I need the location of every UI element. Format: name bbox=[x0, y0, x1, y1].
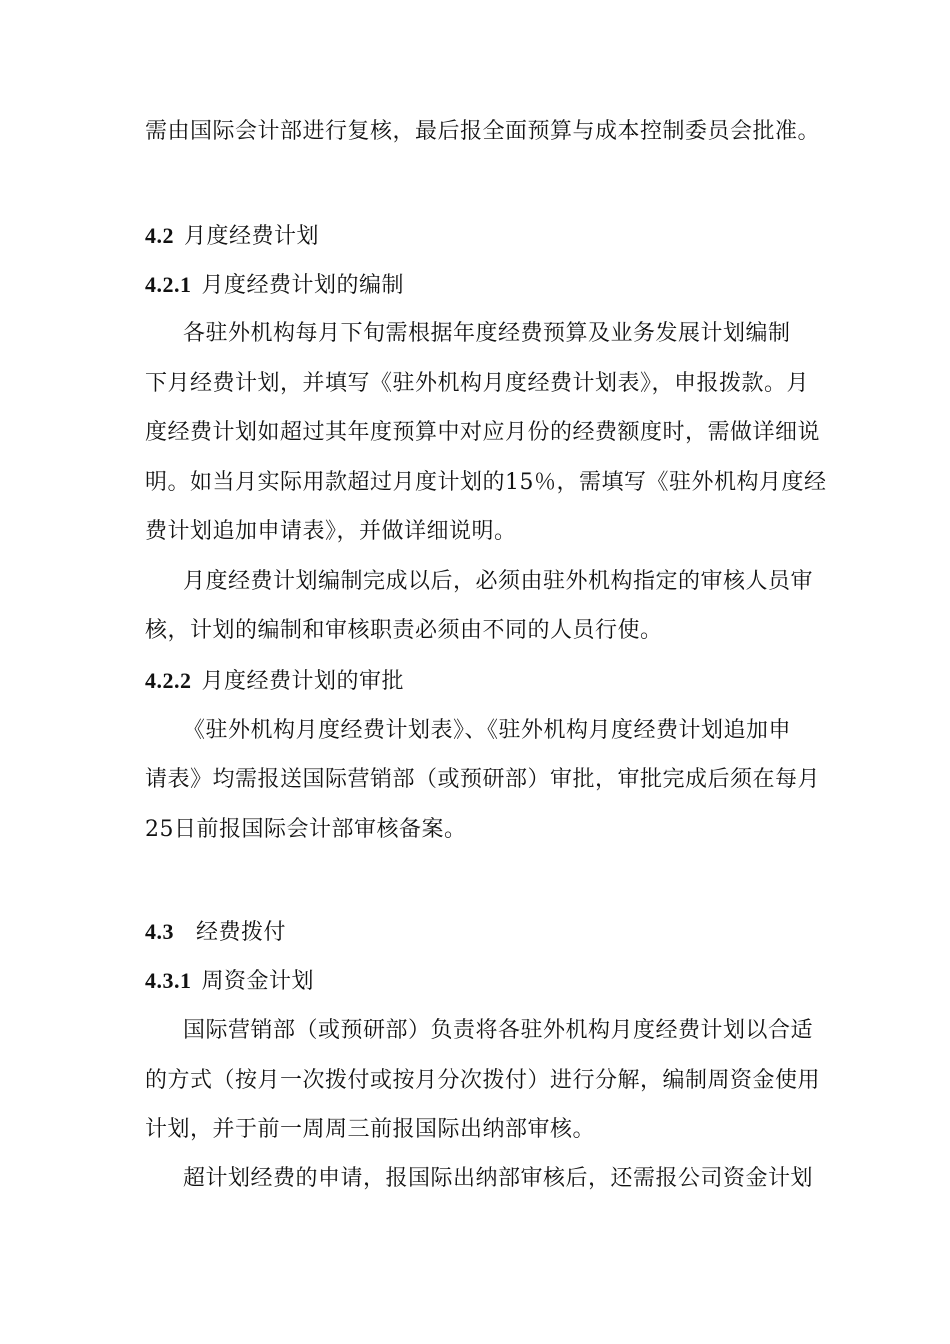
paragraph-line: 下月经费计划，并填写《驻外机构月度经费计划表》，申报拨款。月 bbox=[145, 371, 810, 396]
paragraph-line: 的方式（按月一次拨付或按月分次拨付）进行分解，编制周资金使用 bbox=[145, 1068, 821, 1093]
paragraph-line: 月度经费计划编制完成以后，必须由驻外机构指定的审核人员审 bbox=[183, 569, 814, 594]
paragraph-line: 计划，并于前一周周三前报国际出纳部审核。 bbox=[145, 1117, 596, 1142]
paragraph-line: 《驻外机构月度经费计划表》、《驻外机构月度经费计划追加申 bbox=[183, 718, 792, 743]
section-title: 经费拨付 bbox=[196, 920, 287, 945]
subsection-heading bbox=[145, 270, 404, 301]
paragraph-line: 费计划追加申请表》，并做详细说明。 bbox=[145, 519, 517, 544]
subsection-heading bbox=[145, 666, 404, 697]
paragraph-line: 请表》均需报送国际营销部（或预研部）审批，审批完成后须在每月 bbox=[145, 767, 821, 792]
paragraph-line: 25日前报国际会计部审核备案。 bbox=[145, 817, 467, 842]
subsection-heading bbox=[145, 966, 314, 997]
section-title: 月度经费计划的审批 bbox=[201, 669, 405, 694]
paragraph-line: 各驻外机构每月下旬需根据年度经费预算及业务发展计划编制 bbox=[183, 321, 791, 346]
section-title: 周资金计划 bbox=[201, 969, 315, 994]
paragraph-line: 明。如当月实际用款超过月度计划的15％，需填写《驻外机构月度经 bbox=[145, 470, 827, 495]
paragraph-line: 度经费计划如超过其年度预算中对应月份的经费额度时，需做详细说 bbox=[145, 420, 821, 445]
section-title: 月度经费计划的编制 bbox=[201, 273, 405, 298]
section-number: 4.3.1 bbox=[145, 968, 192, 993]
paragraph-line: 核，计划的编制和审核职责必须由不同的人员行使。 bbox=[145, 618, 663, 643]
section-heading bbox=[145, 221, 319, 252]
paragraph-line: 需由国际会计部进行复核，最后报全面预算与成本控制委员会批准。 bbox=[145, 119, 821, 144]
paragraph-line: 超计划经费的申请，报国际出纳部审核后，还需报公司资金计划 bbox=[183, 1166, 814, 1191]
section-number: 4.2.1 bbox=[145, 272, 192, 297]
section-number: 4.2 bbox=[145, 223, 174, 248]
section-number: 4.3 bbox=[145, 919, 174, 944]
section-number: 4.2.2 bbox=[145, 668, 192, 693]
paragraph-line: 国际营销部（或预研部）负责将各驻外机构月度经费计划以合适 bbox=[183, 1018, 814, 1043]
section-heading bbox=[145, 917, 286, 948]
section-title: 月度经费计划 bbox=[184, 224, 320, 249]
